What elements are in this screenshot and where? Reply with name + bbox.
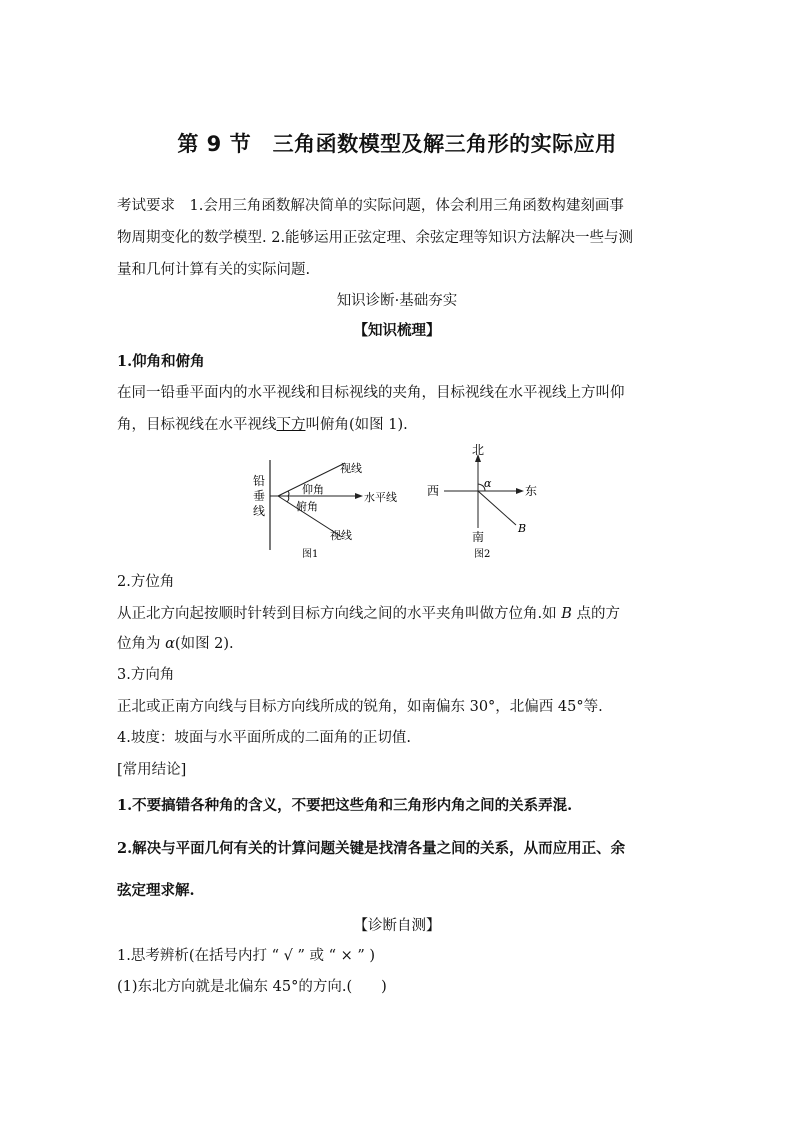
item1-line-2-b: 叫俯角(如图 1). (305, 417, 408, 433)
requirements-line-3: 量和几何计算有关的实际问题. (117, 262, 311, 278)
item2-line-2 (117, 634, 682, 654)
fig1-vertical-label-3: 线 (253, 504, 266, 518)
conclusion-2-line-2: 弦定理求解. (117, 882, 195, 899)
item1-line-2 (117, 415, 682, 435)
fig1-lower-sight-label: 视线 (330, 529, 352, 542)
page-title: 第 9 节 三角函数模型及解三角形的实际应用 (177, 132, 617, 156)
knowledge-heading: 【知识梳理】 (353, 322, 441, 339)
conclusion-2-line-1: 2.解决与平面几何有关的计算问题关键是找清各量之间的关系，从而应用正、余 (117, 840, 626, 857)
fig2-east-label: 东 (525, 484, 538, 498)
diagnosis-heading: 【诊断自测】 (353, 918, 441, 934)
item1-line-2-a: 角，目标视线在水平视线 (117, 417, 277, 433)
section-heading: 知识诊断·基础夯实 (336, 293, 458, 309)
figure-1-elevation-depression (250, 455, 410, 560)
item2-line-1-c: 点的方 (571, 606, 620, 622)
item3-title: 3.方向角 (117, 667, 175, 683)
item2-point-b: B (561, 606, 572, 622)
question-1-title: 1.思考辨析(在括号内打 “ √ ” 或 “ × ” ) (117, 948, 376, 964)
fig1-upper-sight-label: 视线 (340, 462, 362, 475)
fig2-north-label: 北 (472, 443, 485, 457)
fig1-horizontal-label: 水平线 (364, 491, 397, 504)
conclusion-1: 1.不要搞错各种角的含义，不要把这些角和三角形内角之间的关系弄混. (117, 797, 573, 814)
fig2-point-b-label: B (518, 522, 527, 535)
item2-line-1 (117, 604, 682, 624)
fig2-west-label: 西 (427, 484, 440, 498)
item4-line: 4.坡度：坡面与水平面所成的二面角的正切值. (117, 730, 411, 746)
item2-line-2-a: 位角为 (117, 636, 166, 652)
fig2-caption: 图2 (474, 549, 491, 560)
fig1-elevation-label: 仰角 (302, 483, 324, 496)
fig2-alpha-label: α (484, 477, 492, 490)
item2-line-1-a: 从正北方向起按顺时针转到目标方向线之间的水平夹角叫做方位角.如 (117, 606, 562, 622)
item3-line-1: 正北或正南方向线与目标方向线所成的锐角，如南偏东 30°，北偏西 45°等. (117, 699, 603, 715)
item2-line-2-c: (如图 2). (174, 636, 234, 652)
fig1-depression-label: 俯角 (296, 500, 318, 513)
requirements-line-1: 考试要求 1.会用三角函数解决简单的实际问题，体会利用三角函数构建刻画事 (117, 198, 624, 214)
figure-2-bearing (422, 440, 542, 560)
conclusions-heading: [常用结论] (117, 762, 187, 778)
item1-line-1: 在同一铅垂平面内的水平视线和目标视线的夹角，目标视线在水平视线上方叫仰 (117, 385, 625, 401)
item2-title: 2.方位角 (117, 574, 175, 590)
requirements-line-2: 物周期变化的数学模型. 2.能够运用正弦定理、余弦定理等知识方法解决一些与测 (117, 230, 634, 246)
fig1-vertical-label-2: 垂 (253, 489, 266, 503)
fig2-south-label: 南 (472, 530, 485, 544)
item2-alpha: α (165, 636, 175, 652)
item1-title: 1.仰角和俯角 (117, 353, 205, 370)
fig1-vertical-label-1: 铅 (253, 474, 266, 488)
item1-line-2-underlined: 下方 (276, 417, 306, 433)
question-1-1: (1)东北方向就是北偏东 45°的方向.( ) (117, 979, 387, 995)
fig1-caption: 图1 (302, 549, 319, 560)
